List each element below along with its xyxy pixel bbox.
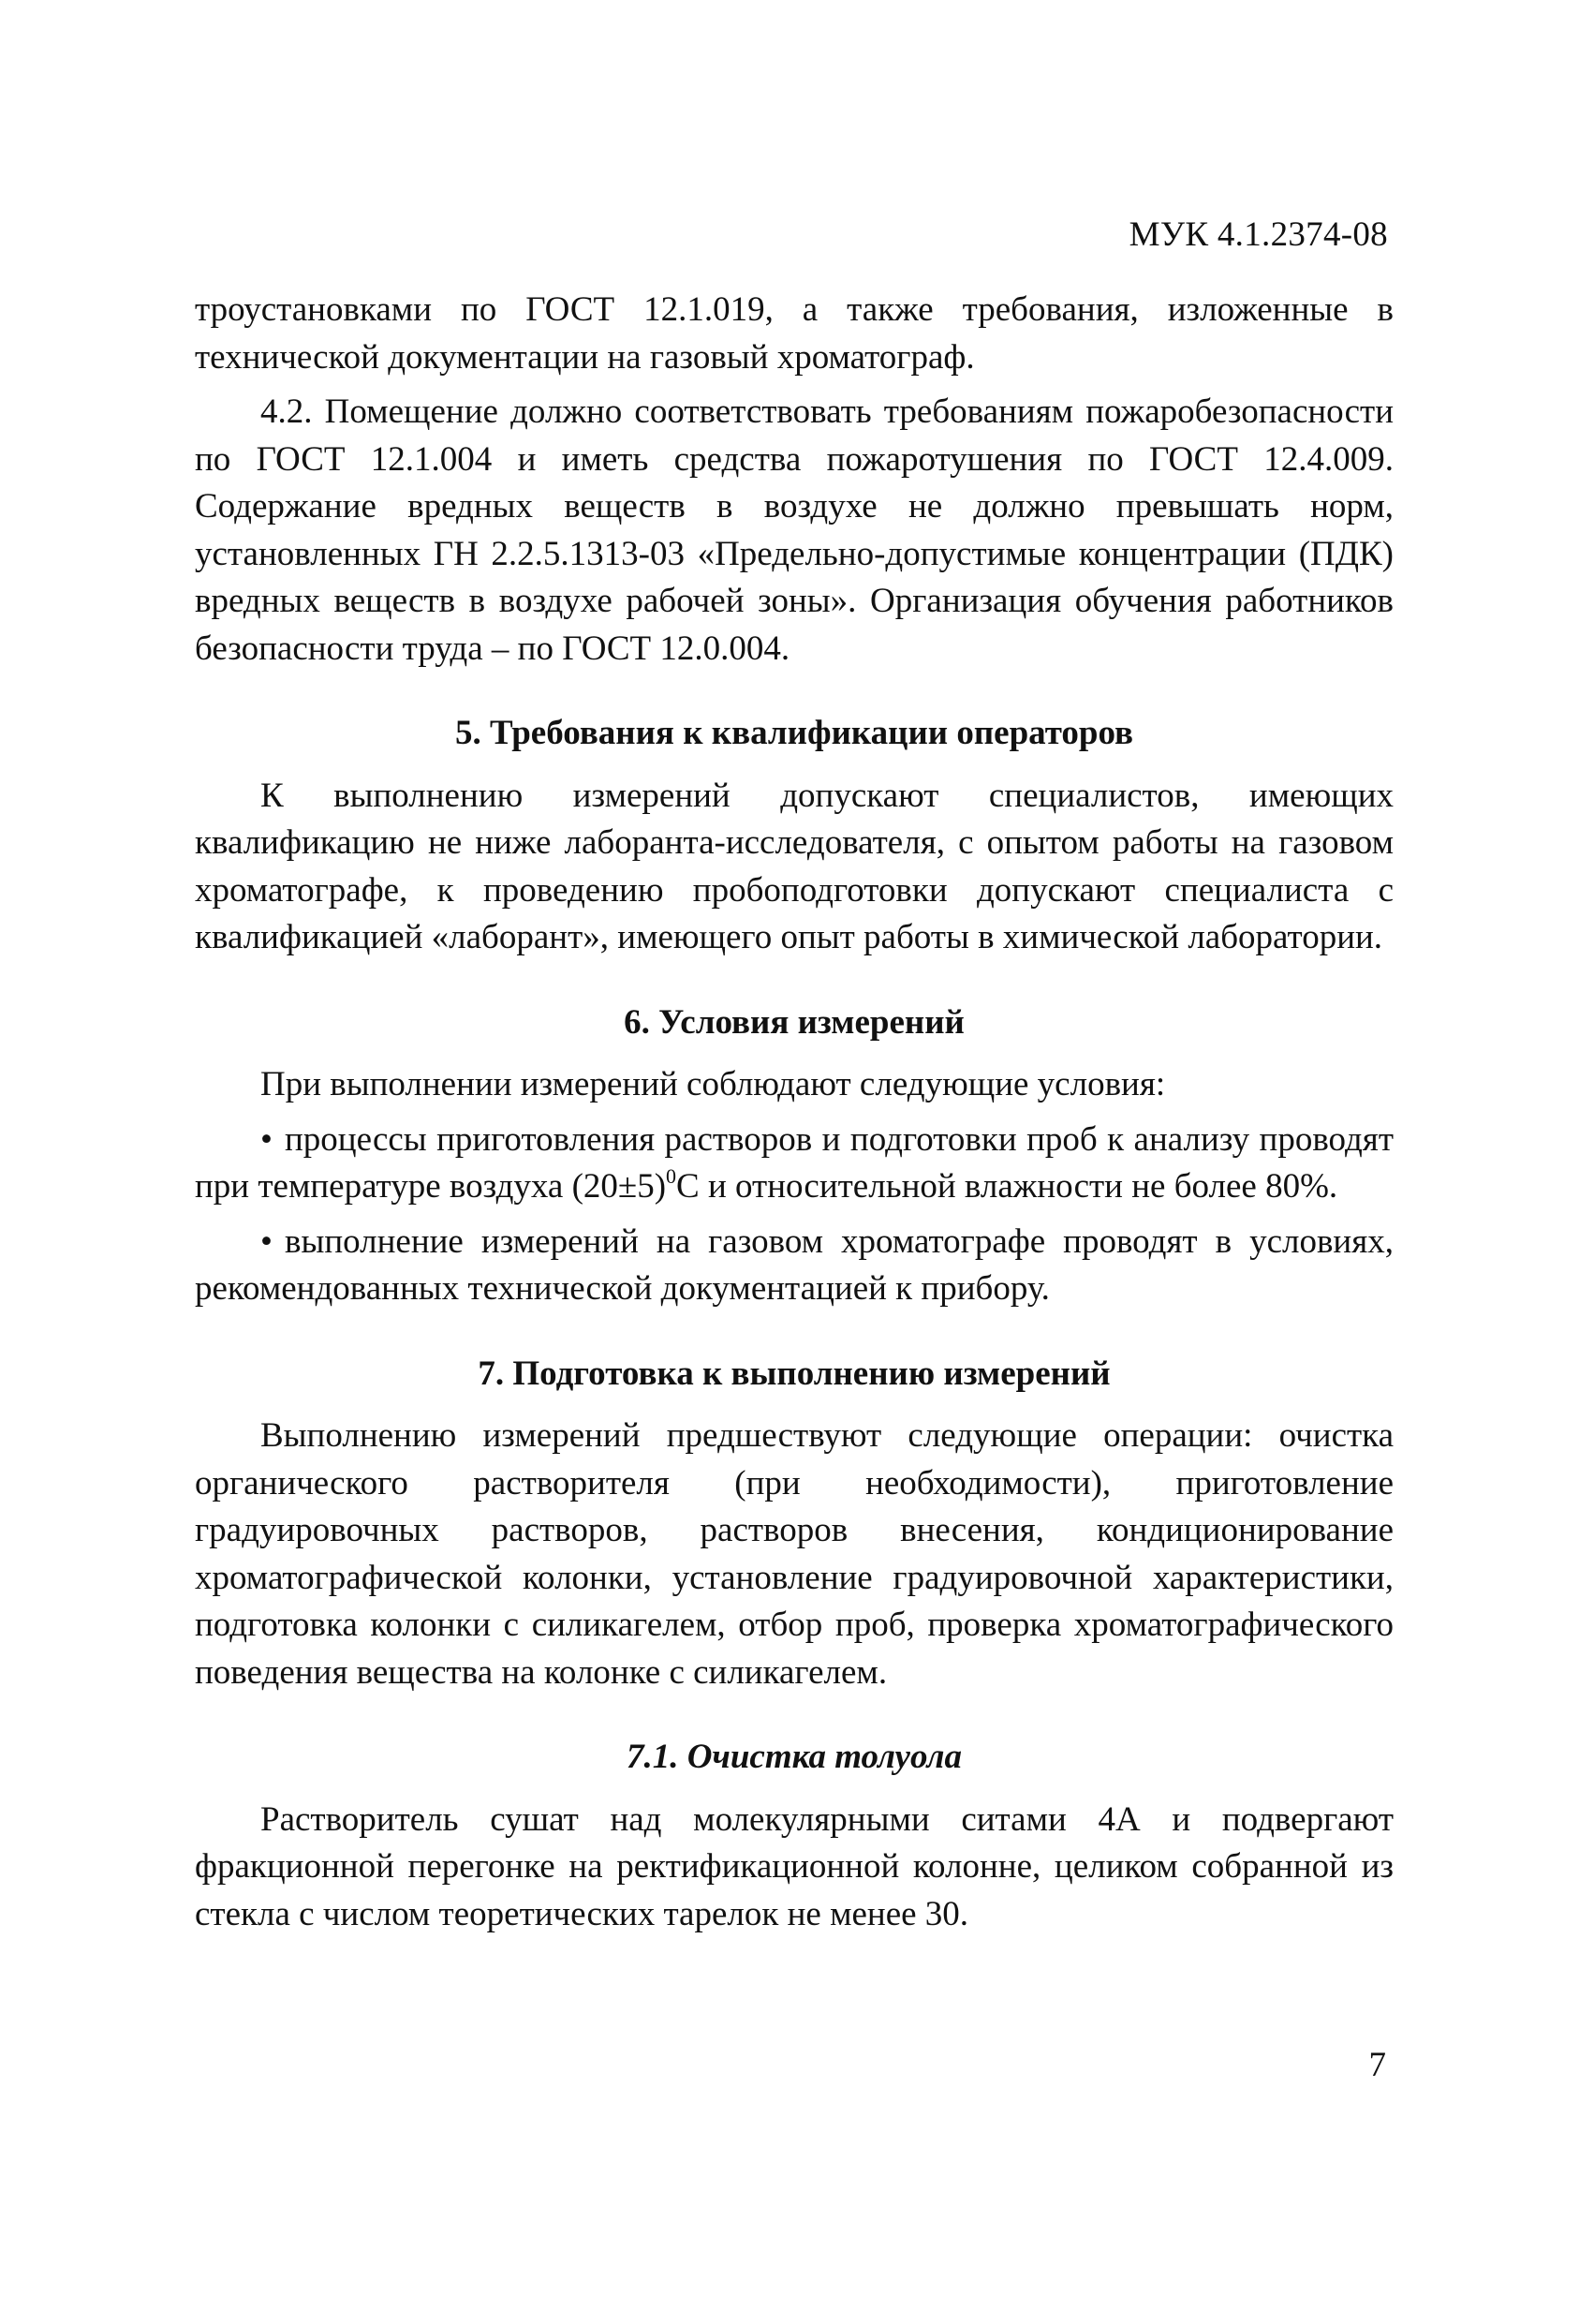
section-6-bullet-1 bbox=[195, 1117, 1394, 1211]
section-6-intro: При выполнении измерений соблюдают следующие условия: bbox=[260, 1065, 1166, 1103]
bullet-1-text-end: С и относительной влажности не более 80%. bbox=[676, 1167, 1338, 1206]
section-5-paragraph: К выполнению измерений допускают специалистов, имеющих квалификацию не ниже лаборанта-исследователя, с опытом работы на газовом хроматографе, к проведению пробоподготовки допускают специалиста с квалификацией «лаборант», имеющего опыт работы в химической лаборатории. bbox=[195, 776, 1394, 956]
bullet-icon: • bbox=[260, 1221, 273, 1261]
paragraph-continuation: троустановками по ГОСТ 12.1.019, а также требования, изложенные в технической документации на газовый хроматограф. bbox=[195, 290, 1394, 377]
section-7-1-paragraph: Растворитель сушат над молекулярными ситами 4А и подвергают фракционной перегонке на ректификационной колонне, целиком собранной из стекла с числом теоретических тарелок не менее 30. bbox=[195, 1799, 1394, 1933]
paragraph-item-4-2: 4.2. Помещение должно соответствовать требованиям пожаробезопасности по ГОСТ 12.1.004 и иметь средства пожаротушения по ГОСТ 12.4.009. Содержание вредных веществ в воздухе не должно превышать норм, установленных ГН 2.2.5.1313-03 «Предельно-допустимые концентрации (ПДК) вредных веществ в воздухе рабочей зоны». Организация обучения работников безопасности труда – по ГОСТ 12.0.004. bbox=[195, 392, 1394, 668]
section-7-paragraph: Выполнению измерений предшествуют следующие операции: очистка органического растворителя (при необходимости), приготовление градуировочных растворов, растворов внесения, кондиционирование хроматографической колонки, установление градуировочной характеристики, подготовка колонки с силикагелем, отбор проб, проверка хроматографического поведения вещества на колонке с силикагелем. bbox=[195, 1416, 1394, 1692]
section-7-1-heading: 7.1. Очистка толуола bbox=[626, 1738, 963, 1776]
bullet-2-text: выполнение измерений на газовом хроматографе проводят в условиях, рекомендованных технической документацией к прибору. bbox=[195, 1221, 1394, 1308]
section-7-heading: 7. Подготовка к выполнению измерений bbox=[478, 1354, 1111, 1393]
section-6-heading: 6. Условия измерений bbox=[624, 1002, 965, 1042]
section-6-bullet-2 bbox=[195, 1219, 1394, 1313]
degree-superscript: 0 bbox=[666, 1164, 677, 1188]
bullet-icon: • bbox=[260, 1119, 273, 1159]
page-number: 7 bbox=[1368, 2046, 1386, 2084]
bullet-1-text-start: процессы приготовления растворов и подготовки проб к анализу проводят при температуре воздуха (20±5) bbox=[195, 1119, 1394, 1206]
section-5-heading: 5. Требования к квалификации операторов bbox=[454, 714, 1134, 752]
document-code: МУК 4.1.2374-08 bbox=[1129, 215, 1388, 254]
page-content bbox=[195, 287, 1394, 1938]
